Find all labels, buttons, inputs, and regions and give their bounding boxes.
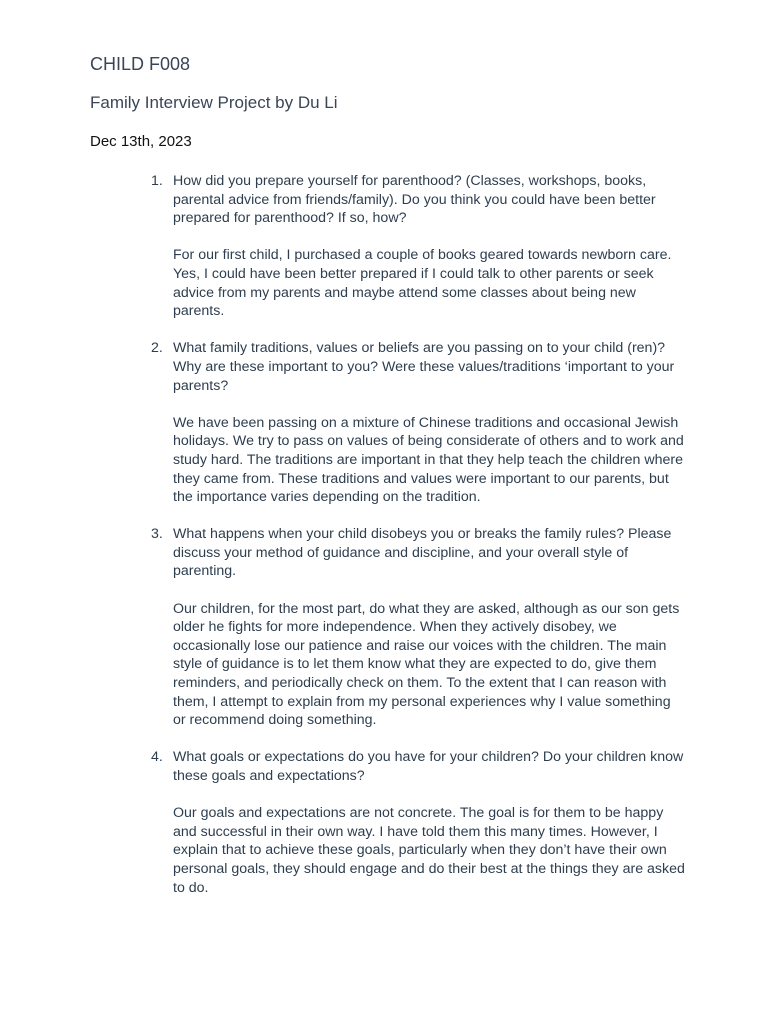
question-text: What goals or expectations do you have for your children? Do your children know these goals and expectations?: [173, 749, 684, 784]
item-number: 4.: [151, 749, 163, 766]
question-text: What family traditions, values or beliefs are you passing on to your child (ren)? Why are these important to you? Were these values/traditions ‘important to your parents?: [173, 340, 675, 394]
question-text: How did you prepare yourself for parenthood? (Classes, workshops, books, parental advice from friends/family). Do you think you could have been better prepared for parenthood? If so, how?: [173, 173, 656, 227]
interview-item: [146, 339, 686, 506]
course-code: CHILD F008: [90, 54, 191, 74]
item-number: 3.: [151, 526, 163, 543]
interview-item: [146, 748, 686, 897]
document-date: Dec 13th, 2023: [90, 133, 192, 150]
interview-item: [146, 172, 686, 321]
answer-text: We have been passing on a mixture of Chinese traditions and occasional Jewish holidays. We try to pass on values of being considerate of others and to work and study hard. The traditions are important in that they help teach the children where they came from. These traditions and values were important to our parents, but the importance varies depending on the tradition.: [173, 414, 684, 506]
item-number: 1.: [151, 173, 163, 189]
interview-item: [146, 525, 686, 730]
answer-text: For our first child, I purchased a couple of books geared towards newborn care. Yes, I could have been better prepared if I could talk to other parents or seek advice from my parents and maybe attend some classes about being new parents.: [173, 247, 672, 320]
document-title: Family Interview Project by Du Li: [90, 93, 338, 112]
question-text: What happens when your child disobeys you or breaks the family rules? Please discuss your method of guidance and discipline, and your overall style of parenting.: [173, 526, 672, 580]
interview-list: [146, 172, 686, 897]
answer-text: Our children, for the most part, do what they are asked, although as our son gets older he fights for more independence. When they actively disobey, we occasionally lose our patience and raise our voices with the children. The main style of guidance is to let them know what they are expected to do, give them reminders, and periodically check on them. To the extent that I can reason with them, I attempt to explain from my personal experiences why I value something or recommend doing something.: [173, 600, 680, 729]
item-number: 2.: [151, 340, 163, 357]
answer-text: Our goals and expectations are not concrete. The goal is for them to be happy and successful in their own way. I have told them this many times. However, I explain that to achieve these goals, particularly when they don’t have their own personal goals, they should engage and do their best at the things they are asked to do.: [173, 805, 685, 896]
